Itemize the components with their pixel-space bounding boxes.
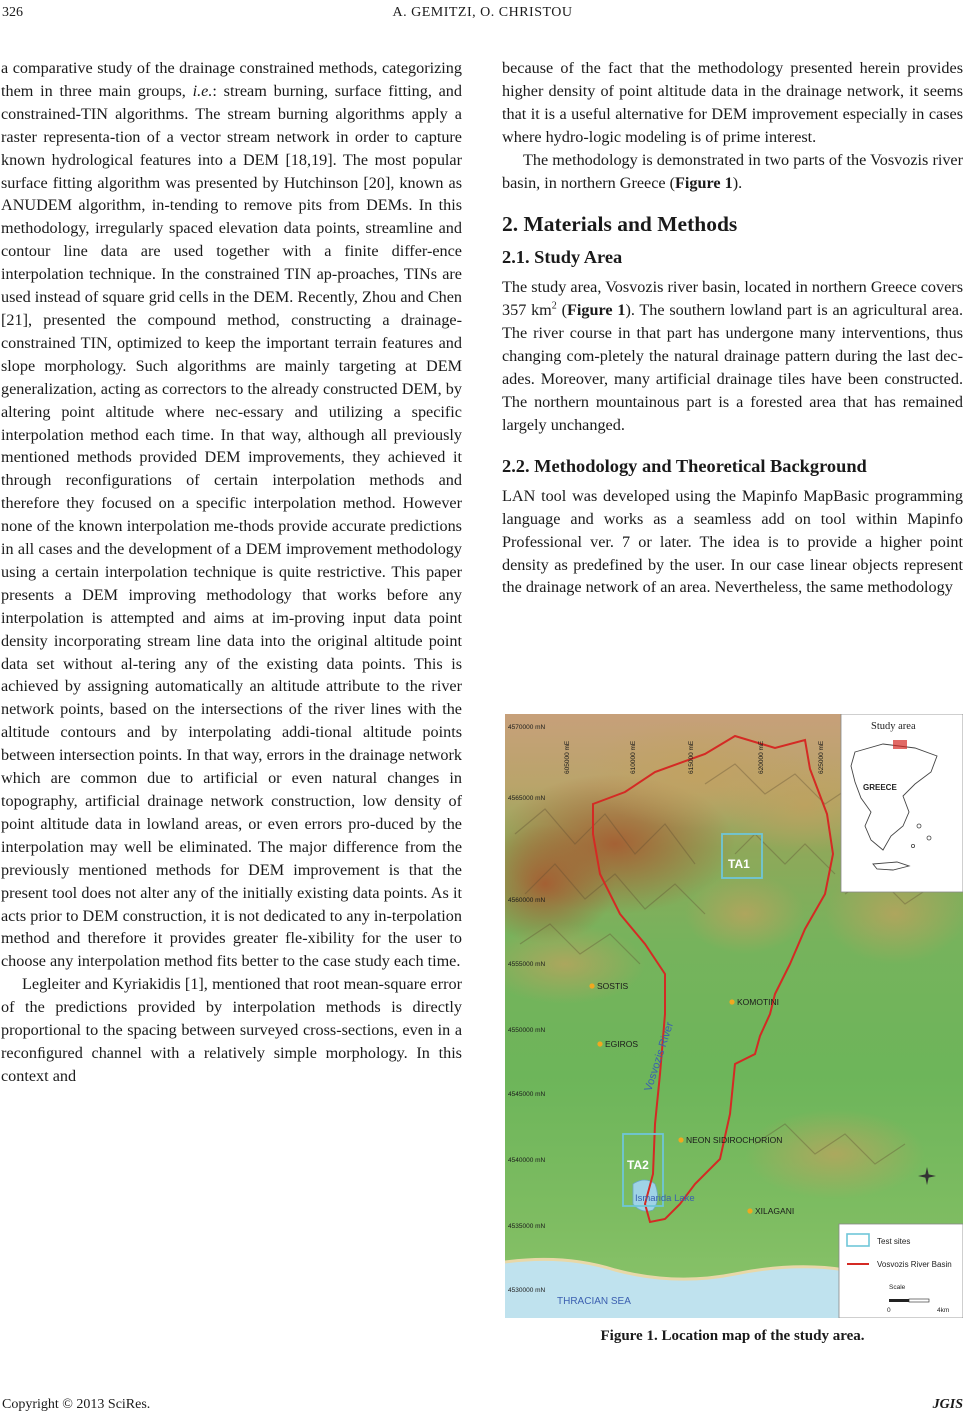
easting-label: 620000 mE — [758, 740, 765, 774]
subsection-heading: 2.1. Study Area — [502, 247, 623, 268]
paragraph: because of the fact that the methodology presented herein provides higher density of point altitude data in the drainage network, it seems that it is a useful alternative for DEM improvement especially in cases where hydro-logic modeling is of prime interest. — [502, 59, 963, 146]
easting-label: 625000 mE — [818, 740, 825, 774]
subsection-heading: 2.2. Methodology and Theoretical Background — [502, 455, 867, 476]
test-site-label: TA2 — [627, 1158, 649, 1172]
legend-test-sites: Test sites — [877, 1237, 911, 1246]
inset-country: GREECE — [863, 783, 897, 792]
northing-label: 4540000 mN — [508, 1157, 546, 1164]
scale-title: Scale — [889, 1284, 906, 1291]
copyright: Copyright © 2013 SciRes. — [2, 1397, 151, 1412]
sea-label: THRACIAN SEA — [557, 1296, 631, 1307]
test-site-label: TA1 — [728, 857, 750, 871]
map-legend — [839, 1224, 963, 1318]
town-label: NEON SIDIROCHORION — [686, 1135, 783, 1145]
paragraph: a comparative study of the drainage constrained methods, categorizing them in three main groups, i.e.: stream burning, surface fitting, and constrained-TIN algorithms. The stream burning algorithms apply a raster representa-tion of a vector stream network in order to capture known hydrological features into a DEM [18,19]. The most popular surface fitting algorithm was presented by Hutchinson [20], known as ANUDEM algorithm, in-tending to remove pits from DEMs. In this methodology, irregularly spaced elevation data points, streamline and contour line data are used together with a finite differ-ence interpolation technique. In the constrained TIN ap-proaches, TINs are used instead of square grid cells in the DEM. Recently, Zhou and Chen [21], presented the compound method, constructing a drainage-constrained TIN, optimized to keep the important terrain features and slope morphology. Such algorithms are mainly targeting at DEM generalization, acting as correctors to the already constructed DEM, by altering point altitude where nec-essary and utilizing a specific interpolation method each time. In that way, although all previously mentioned methods provided DEM improvements, they achieved it through reconfigurations of certain interpolation methods and therefore they focused on a specific interpolation method. However none of the known interpolation me-thods provide accurate predictions in all cases and the development of a DEM improvement methodology using a certain interpolation technique is quite restrictive. This paper presents a DEM improving methodology that works before any interpolation is attempted and aims at im-proving input data point density incorporating stream line data into the original altitude point data set without al-tering any of the existing data points. This is achieved by assigning automatically an altitude attribute to the river network points, based on the intersections of the river lines with the altitude contours and by interpolating addi-tional altitude points between intersection points. In that way, errors in the drainage network which are common due to artificial or even natural changes in topography, artificial drainage network construction, low density of point altitude data in lowland areas, or even errors pro-duced by the interpolation may well be eliminated. The major difference from the previously mentioned methods for DEM improvement is that the present tool does not alter any of the initially existing data points. As it acts prior to DEM construction, it is not dedicated to any in-terpolation method and therefore it provides greater fle-xibility for the user to choose any interpolation method fits better to the case study each time. — [1, 59, 462, 971]
legend-basin: Vosvozis River Basin — [877, 1260, 952, 1269]
northing-label: 4565000 mN — [508, 795, 546, 802]
figure-caption: Figure 1. Location map of the study area. — [600, 1328, 865, 1344]
running-head-authors: A. GEMITZI, O. CHRISTOU — [392, 5, 573, 20]
town-label: SOSTIS — [597, 981, 629, 991]
paragraph: The methodology is demonstrated in two parts of the Vosvozis river basin, in northern Greece (Figure 1). — [502, 150, 963, 192]
left-column — [1, 57, 462, 1088]
paragraph: The study area, Vosvozis river basin, located in northern Greece covers 357 $km^2$ (Figure 1). The southern lowland part is an agricultural area. The river course in that part has undergone many interventions, thus changing com-pletely the natural drainage pattern during the last dec-ades. Moreover, many artificial drainage tiles have been constructed. The northern mountainous part is a forested area that has remained largely unchanged. — [502, 278, 963, 434]
northing-label: 4550000 mN — [508, 1027, 546, 1034]
location-map — [505, 714, 963, 1318]
northing-label: 4555000 mN — [508, 961, 546, 968]
town-label: XILAGANI — [755, 1206, 795, 1216]
easting-label: 610000 mE — [630, 740, 637, 774]
northing-label: 4535000 mN — [508, 1223, 546, 1230]
scale-zero: 0 — [887, 1307, 891, 1314]
inset-map — [841, 714, 963, 892]
river-label: Vosvozis River — [642, 1020, 677, 1093]
right-column — [502, 57, 963, 599]
figure-ref[interactable]: Figure 1 — [675, 173, 733, 192]
northing-label: 4530000 mN — [508, 1287, 546, 1294]
journal-name: JGIS — [932, 1397, 963, 1412]
location-map-figure — [505, 714, 963, 1318]
northing-label: 4545000 mN — [508, 1091, 546, 1098]
easting-label: 605000 mE — [564, 740, 571, 774]
section-heading: 2. Materials and Methods — [502, 212, 738, 237]
figure-ref[interactable]: Figure 1 — [566, 301, 626, 320]
northing-label: 4560000 mN — [508, 897, 546, 904]
page-number: 326 — [2, 5, 23, 20]
paragraph: Legleiter and Kyriakidis [1], mentioned that root mean-square error of the predictions provided by interpolation methods is directly proportional to the spacing between surveyed cross-sections, even in a reconﬁgured channel with a relatively simple morphology. In this context and — [1, 975, 462, 1085]
paragraph: LAN tool was developed using the Mapinfo MapBasic programming language and works as a seamless add on tool within Mapinfo Professional ver. 7 or later. The idea is to provide a higher point density as predefined by the user. In our case linear objects represent the drainage network of an area. Nevertheless, the same methodology — [502, 486, 963, 597]
northing-label: 4570000 mN — [508, 724, 546, 731]
scale-four: 4km — [937, 1307, 950, 1314]
town-label: KOMOTINI — [737, 997, 780, 1007]
town-label: EGIROS — [605, 1039, 639, 1049]
easting-label: 615000 mE — [688, 740, 695, 774]
inset-title: Study area — [871, 721, 916, 732]
lake-label: Ismarida Lake — [635, 1193, 695, 1204]
page-header — [0, 5, 965, 25]
